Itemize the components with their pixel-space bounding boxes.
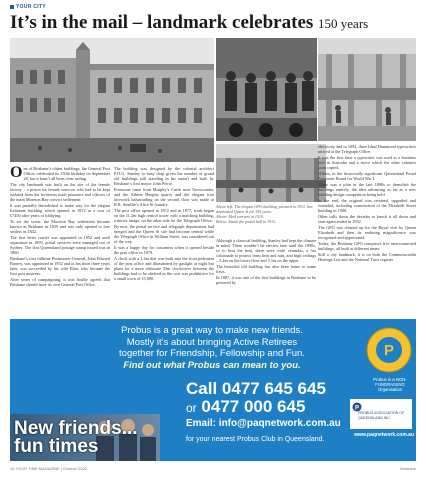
probus-logo-icon (366, 327, 412, 373)
ad-headline: Probus is a great way to make new friends. Mostly it’s about bringing Active Retirees together for Friendship, Fellowship and Fun. Find out what Probus can mean to you. (119, 325, 305, 371)
ad-phone-numbers: Call 0477 645 645 or 0477 000 645 (186, 379, 326, 416)
article-column-3: Although a classical building, Stanley had kept the climate in mind. There wouldn’t be electric fans until the 1890s, so to beat the heat, there were wide verandas, a 3m colonnade to protect from heat and rain, and high ceilings – 5.4m on the lower floor and 5.1m on the upper. The beautiful old building has also been home to some firsts. In 1887, it was one of the first buildings in Brisbane to be powered by (216, 238, 316, 285)
new-friends-slogan: New friends... fun times (14, 418, 138, 457)
website-link[interactable]: www.paqnetwork.com.au (354, 432, 414, 438)
ad-local-text: for your nearest Probus Club in Queensland. (186, 436, 325, 443)
phone-number-2[interactable]: 0477 000 645 (201, 397, 306, 416)
photo-gpo-1931 (10, 38, 214, 162)
probus-advertisement (10, 319, 416, 461)
photo-mail-carriers-1916 (216, 38, 317, 141)
email-link[interactable]: info@paqnetwork.com.au (218, 418, 341, 429)
article-column-2: The building was designed by the colonial architect F.D.G. Stanley (a busy chap given the number of grand old buildings still standing in his name) and built by Brisbane’s first mayor John Petrie. Freestone came from Murphy’s Creek near Toowoomba, and the Albion Heights quarry and the elegant iron lacework balustrading on the second floor was made at R.R. Smellie’s Alice St foundry. The post office opened in 1872 and in 1877, work began on the 11.2m high central tower with a matching building, a mirror image, on the other side for the Telegraph Office. By now, the postal service and telegraph departments had merged and the Queen St site had become central while the Telegraph Office in William Street, was considered out of the way. It was a happy day for customers when it opened beside the post office in 1879. A clock with a 1.4m dial was built into the front pediment of the post office and illuminated by gaslight at night but plans for a more elaborate 33m clocktower between the buildings had to be shelved as the cost was prohibitive for a small town of 15,000. (114, 166, 214, 281)
ad-email: Email: info@paqnetwork.com.au (186, 418, 341, 429)
non-fundraising-badge: Probus is a NON-FUNDRAISING Organisation (373, 377, 407, 392)
photo-postal-hall-1912 (318, 38, 416, 141)
photo-caption: Above left: The elegant GPO building, pictured in 1931, has dominated Queen St for 150 years. Above: Mail carriers in 1916. Below: Inside the postal hall in 1912. (216, 204, 313, 224)
headline: It’s in the mail – landmark celebrates 150 years (10, 12, 369, 33)
phone-number-1[interactable]: 0477 645 645 (221, 379, 326, 398)
svg-text:P: P (354, 405, 360, 412)
drop-cap: O (10, 166, 23, 181)
svg-text:P: P (383, 342, 395, 359)
section-label: YOUR CITY (10, 4, 46, 10)
photo-postal-hall-interior (216, 144, 326, 202)
page-footer: 16 YOUR TIME MAGAZINE | October 2022 Brisbane (10, 466, 416, 471)
square-icon (10, 5, 14, 9)
association-logo: P PROBUS ASSOCIATION OF QUEENSLAND INC (350, 399, 412, 429)
article-column-1: One of Brisbane’s oldest buildings, the General Post Office, celebrated its 150th birthday on September 28, but it hasn’t all been clear sailing. The city landmark was built on the site of the female factory – a prison for female convicts who had to be kept isolated from the lecherous male prisoners and officers of the main Moreton Bay convict settlement. It was partially demolished to make way for the elegant Italianate building which opened in 1872 at a cost of £7450 after years of lobbying. To set the scene, the Moreton Bay settlement became known as Brisbane in 1839 and was only opened to free settlers in 1842. The first letter carrier was appointed in 1852 and until separation in 1859, postal services were managed out of Sydney. The first Queensland postage stamp issued was in 1860. Brisbane’s first fulltime Postmaster-General, John Edward Barney, was appointed in 1852 and in his short three years later, was succeeded by his wife Elise, who became the first post mistress. After years of campaigning, it was finally agreed that Brisbane should have its own General Post Office. (10, 166, 110, 287)
article-column-4: electricity and in 1892, three Ideal Hammond typewriters arrived at the Telegraph Office. It was the first time a typewriter was used as a business tool in Australia and a move which the other colonies soon copied. Within, in the historically significant Queensland Postal Pensioner Board for World War I. There was a plan in the late 1890s to demolish the buildings entirely, the idea advancing as far as a new building design competition being held. In the end, the original was retained, upgraded and extended, including construction of the Elizabeth Street building in 1908. Other calls down the decades to knock it all down and start again ended in 1952. The GPO was cleaned up for the Royal visit by Queen Elizabeth and then its enduring magnificence was recognised and appreciated. Today, the Brisbane GPO comprises five interconnected buildings, all built at different times. Still a city landmark, it is on both the Commonwealth Heritage List and the National Trust register. (318, 144, 416, 262)
